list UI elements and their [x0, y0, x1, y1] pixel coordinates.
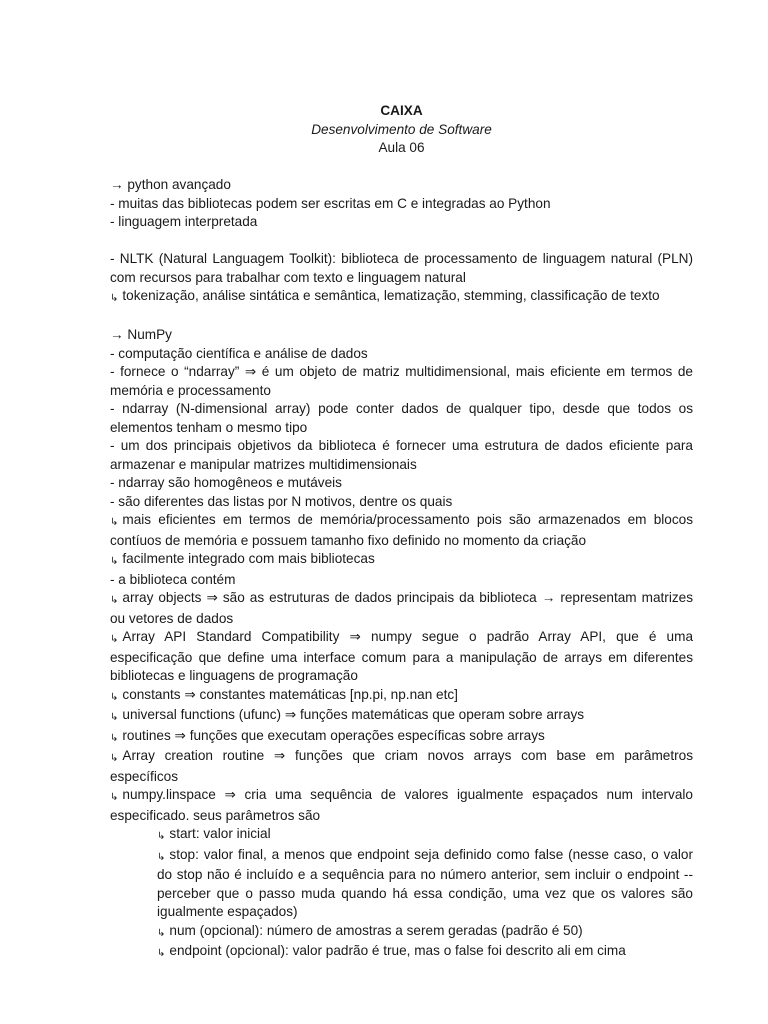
text-line: → python avançado — [110, 177, 231, 192]
param-text: start: valor inicial — [169, 826, 271, 841]
document-header — [110, 102, 693, 158]
sub-arrow-icon: ↳ — [110, 556, 119, 567]
sub-item-text: constants ⇒ constantes matemáticas [np.pi, np.nan etc] — [122, 686, 458, 702]
sub-item-text: tokenização, análise sintática e semântica, lematização, stemming, classificação de texto — [122, 288, 660, 303]
sub-arrow-icon: ↳ — [157, 851, 166, 863]
sub-item-text: array objects ⇒ são as estruturas de dados principais da biblioteca → representam matrizes ou vetores de dados — [110, 590, 693, 626]
sub-item-text: Array creation routine ⇒ funções que criam novos arrays com base em parâmetros específicos — [110, 748, 693, 784]
sub-item-text: facilmente integrado com mais bibliotecas — [122, 551, 375, 566]
sub-arrow-icon: ↳ — [110, 792, 119, 803]
section-python — [110, 176, 693, 232]
section-nltk — [110, 250, 693, 308]
text-line: - muitas das bibliotecas podem ser escritas em C e integradas ao Python — [110, 195, 551, 211]
sub-arrow-icon: ↳ — [110, 732, 119, 744]
text-line: - ndarray (N-dimensional array) pode conter dados de qualquer tipo, desde que todos os elementos tenham o mesmo tipo — [110, 401, 693, 435]
sub-arrow-icon: ↳ — [110, 753, 119, 764]
text-line: - linguagem interpretada — [110, 214, 258, 229]
sub-arrow-icon: ↳ — [110, 595, 119, 606]
sub-item — [110, 727, 693, 748]
text-line: → NumPy — [110, 327, 172, 342]
sub-item — [110, 511, 693, 550]
text-line: - um dos principais objetivos da biblioteca é fornecer uma estrutura de dados eficiente para armazenar e manipular matrizes multidimensionais — [110, 438, 693, 472]
param-item — [110, 825, 693, 846]
section-numpy — [110, 326, 693, 963]
sub-item — [110, 287, 693, 308]
sub-arrow-icon: ↳ — [157, 831, 166, 842]
sub-arrow-icon: ↳ — [110, 517, 119, 528]
sub-arrow-icon: ↳ — [110, 634, 119, 645]
text-line: - NLTK (Natural Languagem Toolkit): biblioteca de processamento de linguagem natural (PLN) com recursos para trabalhar com texto e linguagem natural — [110, 251, 693, 285]
sub-item — [110, 628, 693, 686]
sub-item — [110, 589, 693, 628]
lesson-number: Aula 06 — [378, 140, 425, 155]
sub-arrow-icon: ↳ — [157, 948, 166, 959]
document-subtitle: Desenvolvimento de Software — [311, 121, 492, 137]
sub-item — [110, 706, 693, 727]
sub-arrow-icon: ↳ — [110, 293, 119, 304]
sub-arrow-icon: ↳ — [110, 691, 119, 703]
sub-item — [110, 786, 693, 825]
param-item — [110, 942, 693, 963]
sub-item — [110, 747, 693, 786]
sub-item-text: numpy.linspace ⇒ cria uma sequência de valores igualmente espaçados num intervalo especificado. seus parâmetros são — [110, 787, 693, 823]
param-item — [110, 922, 693, 943]
text-line: - fornece o “ndarray” ⇒ é um objeto de matriz multidimensional, mais eficiente em termos de memória e processamento — [110, 364, 693, 398]
param-text: num (opcional): número de amostras a serem geradas (padrão é 50) — [169, 922, 583, 938]
document-title: CAIXA — [380, 103, 423, 118]
text-line: - ndarray são homogêneos e mutáveis — [110, 475, 342, 490]
sub-arrow-icon: ↳ — [157, 927, 166, 939]
sub-item — [110, 686, 693, 707]
param-text: stop: valor final, a menos que endpoint seja definido como false (nesse caso, o valor do stop não é incluído e a sequência para no número anterior, sem incluir o endpoint -- perceber que o passo muda quando há essa condição, uma vez que os valores são igualmente espaçados) — [157, 846, 693, 919]
param-item — [110, 846, 693, 922]
sub-item-text: Array API Standard Compatibility ⇒ numpy segue o padrão Array API, que é uma especificação que define uma interface comum para a manipulação de arrays em diferentes bibliotecas e linguagens de programação — [110, 629, 693, 683]
text-line: - computação científica e análise de dados — [110, 345, 368, 361]
text-line: - são diferentes das listas por N motivos, dentre os quais — [110, 493, 453, 509]
sub-item — [110, 550, 693, 571]
text-line: - a biblioteca contém — [110, 571, 236, 587]
sub-arrow-icon: ↳ — [110, 712, 119, 723]
sub-item-text: routines ⇒ funções que executam operações específicas sobre arrays — [122, 727, 545, 743]
param-text: endpoint (opcional): valor padrão é true, mas o false foi descrito ali em cima — [169, 943, 626, 958]
sub-item-text: mais eficientes em termos de memória/processamento pois são armazenados em blocos contíuos de memória e possuem tamanho fixo definido no momento da criação — [110, 512, 693, 548]
sub-item-text: universal functions (ufunc) ⇒ funções matemáticas que operam sobre arrays — [122, 707, 585, 722]
